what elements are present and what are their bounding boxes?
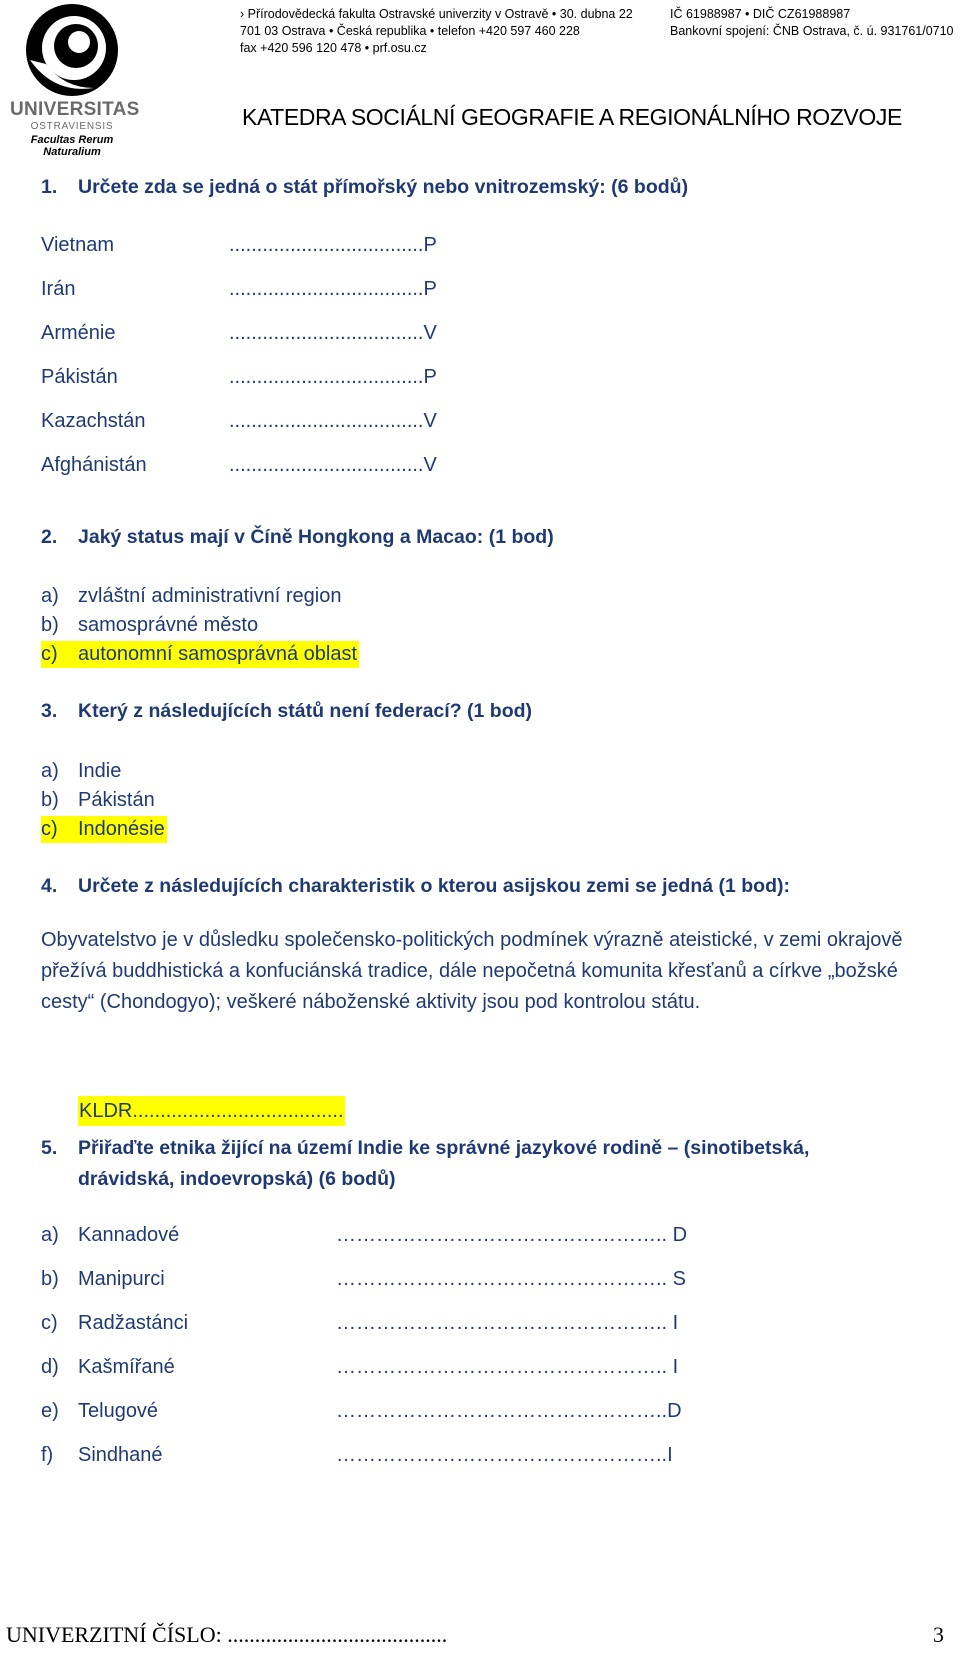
answer-option-selected[interactable] xyxy=(41,641,359,668)
question-number: 1. xyxy=(41,176,58,198)
answer-field[interactable]: …………………………………………..D xyxy=(336,1400,682,1422)
answer-field[interactable]: ...................................P xyxy=(229,234,437,256)
answer-field[interactable]: ………………………………………….. S xyxy=(336,1268,687,1290)
question-5-heading xyxy=(41,1133,901,1195)
answer-field[interactable]: ...................................V xyxy=(229,454,437,476)
option-text: zvláštní administrativní region xyxy=(78,585,342,607)
answer-field[interactable]: ...................................V xyxy=(229,410,437,432)
answer-field[interactable]: ...................................V xyxy=(229,322,437,344)
logo-emblem-icon xyxy=(24,2,120,98)
header-address-line: › Přírodovědecká fakulta Ostravské univerzity v Ostravě • 30. dubna 22 xyxy=(240,7,633,21)
answer-option[interactable] xyxy=(41,612,260,639)
question-text: Určete z následujících charakteristik o kterou asijskou zemi se jedná (1 bod): xyxy=(78,875,790,897)
question-1-heading xyxy=(41,176,688,199)
row-letter: a) xyxy=(41,1224,59,1246)
question-4-heading xyxy=(41,875,790,898)
option-text: samosprávné město xyxy=(78,614,259,636)
country-label: Irán xyxy=(41,278,76,300)
page-number: 3 xyxy=(933,1622,944,1647)
logo-word-ostraviensis: OSTRAVIENSIS xyxy=(30,121,114,132)
question-number: 2. xyxy=(41,526,58,548)
country-label: Arménie xyxy=(41,322,116,344)
option-text: Indie xyxy=(78,760,122,782)
option-letter: c) xyxy=(41,643,58,665)
answer-field[interactable]: …………………………………………..I xyxy=(336,1444,673,1466)
country-description: Obyvatelstvo je v důsledku společensko-politických podmínek výrazně ateistické, v zemi okrajově přežívá buddhistická a konfuciánská tradice, dále nepočetná komunita křesťanů a církve „božské cesty“ (Chondogyo); veškeré náboženské aktivity jsou pod kontrolou státu. xyxy=(41,929,903,1013)
option-text: Pákistán xyxy=(78,789,155,811)
header-bank-info xyxy=(670,6,954,40)
question-number: 5. xyxy=(41,1137,58,1159)
logo-word-faculty: Facultas Rerum Naturalium xyxy=(30,134,114,158)
question-number: 4. xyxy=(41,875,58,897)
logo-word-universitas: UNIVERSITAS xyxy=(10,99,140,120)
question-text: Jaký status mají v Číně Hongkong a Macao: (1 bod) xyxy=(78,526,554,548)
department-title: KATEDRA SOCIÁLNÍ GEOGRAFIE A REGIONÁLNÍHO ROZVOJE xyxy=(242,104,902,130)
question-text: Který z následujících států není federací? (1 bod) xyxy=(78,700,533,722)
answer-option-selected[interactable] xyxy=(41,816,167,843)
answer-field[interactable]: ...................................P xyxy=(229,278,437,300)
country-label: Pákistán xyxy=(41,366,118,388)
header-bank-line: Bankovní spojení: ČNB Ostrava, č. ú. 931761/0710 xyxy=(670,24,954,38)
question-number: 3. xyxy=(41,700,58,722)
ethnic-group-name: Sindhané xyxy=(78,1444,163,1466)
university-number-field[interactable]: UNIVERZITNÍ ČÍSLO: ........................................ xyxy=(6,1622,448,1647)
question-3-heading xyxy=(41,700,532,723)
option-text: autonomní samosprávná oblast xyxy=(78,643,358,665)
option-letter: a) xyxy=(41,585,59,607)
university-logo xyxy=(4,2,140,158)
country-label: Afghánistán xyxy=(41,454,147,476)
answer-option[interactable] xyxy=(41,758,123,785)
answer-field[interactable]: ………………………………………….. D xyxy=(336,1224,688,1246)
header-address-line: fax +420 596 120 478 • prf.osu.cz xyxy=(240,41,427,55)
row-letter: d) xyxy=(41,1356,59,1378)
option-letter: b) xyxy=(41,789,59,811)
row-letter: f) xyxy=(41,1444,54,1466)
ethnic-group-name: Telugové xyxy=(78,1400,159,1422)
answer-field[interactable]: ...................................P xyxy=(229,366,437,388)
answer-option[interactable] xyxy=(41,583,343,610)
answer-field[interactable]: ………………………………………….. I xyxy=(336,1356,679,1378)
option-letter: b) xyxy=(41,614,59,636)
option-letter: c) xyxy=(41,818,58,840)
answer-option[interactable] xyxy=(41,787,157,814)
ethnic-group-name: Radžastánci xyxy=(78,1312,189,1334)
ethnic-group-name: Manipurci xyxy=(78,1268,165,1290)
question-text-line1: Přiřaďte etnika žijící na území Indie ke správné jazykové rodině – (sinotibetská, xyxy=(78,1137,810,1159)
row-letter: b) xyxy=(41,1268,59,1290)
header-address-line: 701 03 Ostrava • Česká republika • telefon +420 597 460 228 xyxy=(240,24,580,38)
row-letter: c) xyxy=(41,1312,58,1334)
option-text: Indonésie xyxy=(78,818,165,840)
row-letter: e) xyxy=(41,1400,59,1422)
question-text-line2: drávidská, indoevropská) (6 bodů) xyxy=(78,1168,396,1190)
answer-field[interactable]: KLDR...................................... xyxy=(78,1096,345,1126)
header-address xyxy=(240,6,633,57)
question-text: Určete zda se jedná o stát přímořský nebo vnitrozemský: (6 bodů) xyxy=(78,176,689,198)
question-2-heading xyxy=(41,526,554,549)
option-letter: a) xyxy=(41,760,59,782)
country-label: Vietnam xyxy=(41,234,115,256)
country-label: Kazachstán xyxy=(41,410,146,432)
answer-field[interactable]: ………………………………………….. I xyxy=(336,1312,679,1334)
ethnic-group-name: Kašmířané xyxy=(78,1356,175,1378)
ethnic-group-name: Kannadové xyxy=(78,1224,180,1246)
header-bank-line: IČ 61988987 • DIČ CZ61988987 xyxy=(670,7,851,21)
